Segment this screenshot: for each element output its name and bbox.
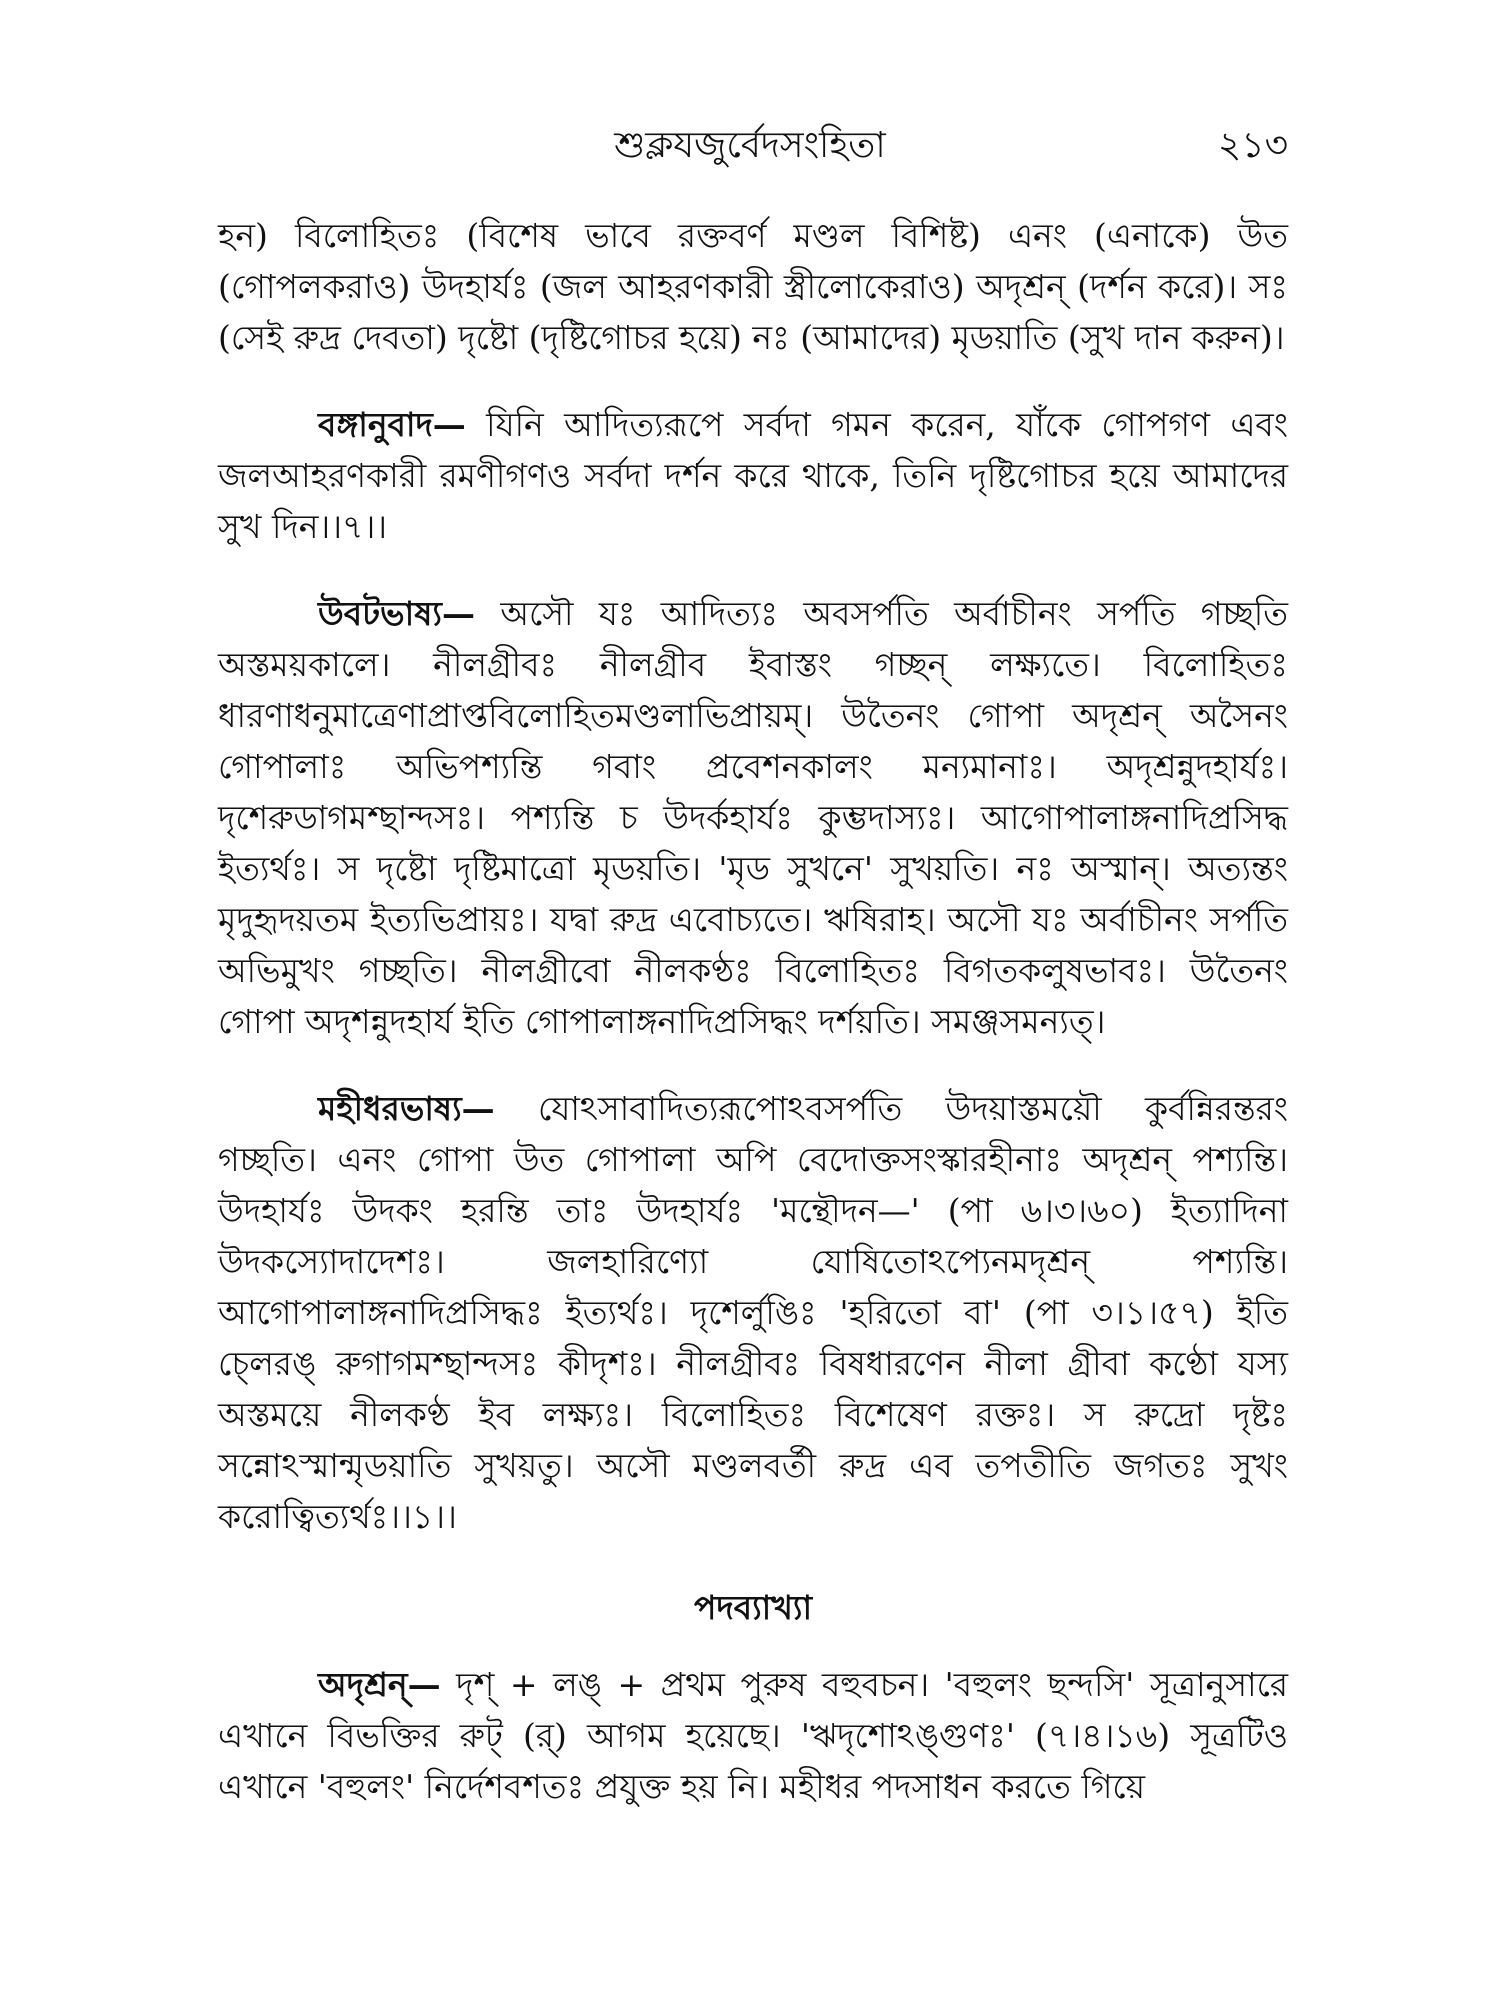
page-header (0, 118, 1500, 178)
page-number: ২১৩ (1217, 125, 1288, 166)
uvata-label: উবটভাষ্য— (318, 594, 475, 633)
word-label: অদৃশ্রন্— (318, 1665, 441, 1704)
running-title: শুক্লযজুর্বেদসংহিতা (614, 125, 886, 166)
translation-label: বঙ্গানুবাদ— (318, 405, 466, 444)
translation-text: যিনি আদিত্যরূপে সর্বদা গমন করেন, যাঁকে গোপগণ এবং জলআহরণকারী রমণীগণও সর্বদা দর্শন করে থাকে, তিনি দৃষ্টিগোচর হয়ে আমাদের সুখ দিন।।৭।। (218, 405, 1288, 546)
word-explanation-text: দৃশ্ + লঙ্ + প্রথম পুরুষ বহুবচন। 'বহুলং ছন্দসি' সূত্রানুসারে এখানে বিভক্তির রুট্ (র্) আগম হয়েছে। 'ঋদৃশোঽঙ্গুণঃ' (৭।৪।১৬) সূত্রটিও এখানে 'বহুলং' নির্দেশবশতঃ প্রযুক্ত হয় নি। মহীধর পদসাধন করতে গিয়ে (218, 1665, 1288, 1806)
bengali-translation-paragraph (218, 399, 1288, 552)
continuation-paragraph: হন) বিলোহিতঃ (বিশেষ ভাবে রক্তবর্ণ মণ্ডল বিশিষ্ট) এনং (এনাকে) উত (গোপলকরাও) উদহার্যঃ (জল আহরণকারী স্ত্রীলোকেরাও) অদৃশ্রন্ (দর্শন করে)। সঃ (সেই রুদ্র দেবতা) দৃষ্টো (দৃষ্টিগোচর হয়ে) নঃ (আমাদের) মৃডয়াতি (সুখ দান করুন)। (218, 216, 1288, 357)
uvata-commentary-paragraph (218, 588, 1288, 1047)
word-explanation-paragraph (218, 1659, 1288, 1812)
mahidhara-label: মহীধরভাষ্য— (318, 1089, 495, 1128)
uvata-text: অসৌ যঃ আদিত্যঃ অবসর্পতি অর্বাচীনং সর্পতি গচ্ছতি অস্তময়কালে। নীলগ্রীবঃ নীলগ্রীব ইবাস্তং গচ্ছন্ লক্ষ্যতে। বিলোহিতঃ ধারণাধনুমাত্রেণাপ্রাপ্তবিলোহিতমণ্ডলাভিপ্রায়ম্। উতৈনং গোপা অদৃশ্রন্ অসৈনং গোপালাঃ অভিপশ্যন্তি গবাং প্রবেশনকালং মন্যমানাঃ। অদৃশ্রন্নুদহার্যঃ। দৃশেরুডাগমশ্ছান্দসঃ। পশ্যন্তি চ উদর্কহার্যঃ কুম্ভদাস্যঃ। আগোপালাঙ্গনাদিপ্রসিদ্ধ ইত্যর্থঃ। স দৃষ্টো দৃষ্টিমাত্রো মৃডয়তি। 'মৃড সুখনে' সুখয়তি। নঃ অস্মান্। অত্যন্তং মৃদুহৃদয়তম ইত্যভিপ্রায়ঃ। যদ্বা রুদ্র এবোচ্যতে। ঋষিরাহ। অসৌ যঃ অর্বাচীনং সর্পতি অভিমুখং গচ্ছতি। নীলগ্রীবো নীলকণ্ঠঃ বিলোহিতঃ বিগতকলুষভাবঃ। উতৈনং গোপা অদৃশন্নুদহার্য ইতি গোপালাঙ্গনাদিপ্রসিদ্ধং দর্শয়তি। সমঞ্জসমন্যত্। (218, 594, 1288, 1041)
mahidhara-text: যোঽসাবাদিত্যরূপোঽবসর্পতি উদয়াস্তময়ৌ কুর্বন্নিরন্তরং গচ্ছতি। এনং গোপা উত গোপালা অপি বেদোক্তসংস্কারহীনাঃ অদৃশ্রন্ পশ্যন্তি। উদহার্যঃ উদকং হরন্তি তাঃ উদহার্যঃ 'মন্থৌদন—' (পা ৬।৩।৬০) ইত্যাদিনা উদকস্যোদাদেশঃ। জলহারিণ্যো যোষিতোঽপ্যেনমদৃশ্রন্ পশ্যন্তি। আগোপালাঙ্গনাদিপ্রসিদ্ধঃ ইত্যর্থঃ। দৃশের্লুঙিঃ 'হরিতো বা' (পা ৩।১।৫৭) ইতি চ্লেরঙ্ রুগাগমশ্ছান্দসঃ কীদৃশঃ। নীলগ্রীবঃ বিষধারণেন নীলা গ্রীবা কণ্ঠো যস্য অস্তময়ে নীলকণ্ঠ ইব লক্ষ্যঃ। বিলোহিতঃ বিশেষেণ রক্তঃ। স রুদ্রো দৃষ্টঃ সন্নোঽস্মান্মৃডয়াতি সুখয়তু। অসৌ মণ্ডলবর্তী রুদ্র এব তপতীতি জগতঃ সুখং করোত্বিত্যর্থঃ।।১।। (218, 1089, 1288, 1536)
section-heading: পদব্যাখ্যা (693, 1588, 813, 1627)
mahidhara-commentary-paragraph (218, 1083, 1288, 1542)
page-body (218, 210, 1288, 1812)
